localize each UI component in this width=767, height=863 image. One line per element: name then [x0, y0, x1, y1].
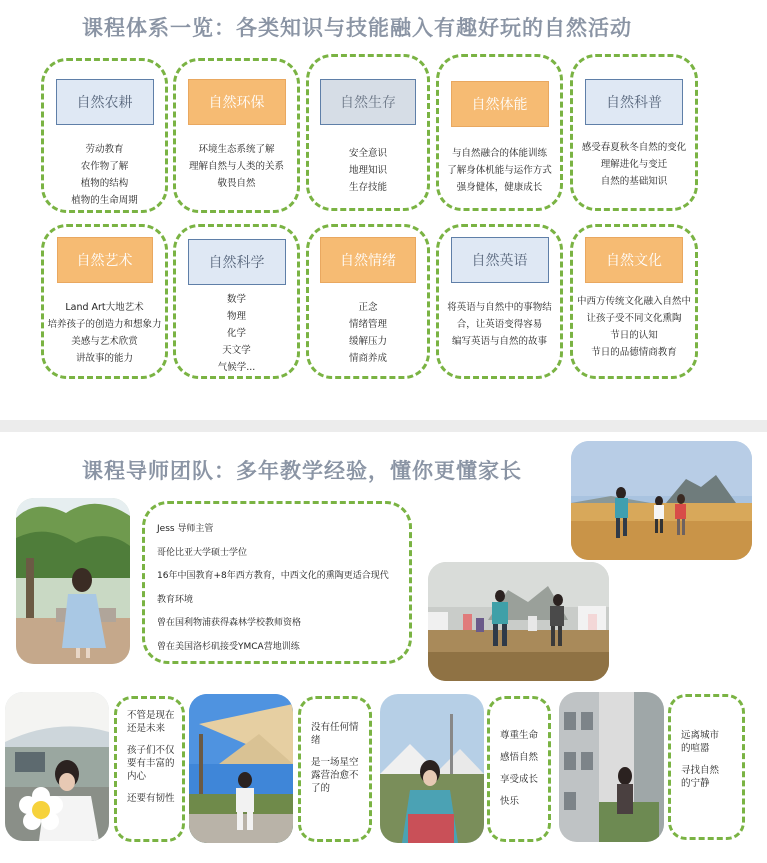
module-card-emotion [306, 224, 430, 379]
quote-card-tranquility: 远离城市 的喧嚣 寻找自然 的宁静 [668, 694, 745, 840]
curriculum-section [0, 0, 767, 420]
mentor-balcony-photo [559, 692, 664, 842]
module-tag: 自然文化 [585, 237, 683, 283]
module-items: Land Art大地艺术 培养孩子的创造力和想象力 美感与艺术欣赏 讲故事的能力 [47, 302, 162, 364]
bio-line: 教育环境 [157, 594, 194, 605]
bio-line: Jess 导师主管 [157, 524, 214, 534]
module-card-fitness [436, 54, 563, 211]
curriculum-title: 课程体系一览：各类知识与技能融入有趣好玩的自然活动 [82, 16, 632, 40]
module-items: 将英语与自然中的事物结 合，让英语变得容易 编写英语与自然的故事 [447, 302, 552, 347]
module-items: 与自然融合的体能训练 了解身体机能与运作方式 强身健体，健康成长 [447, 148, 552, 193]
module-card-science [173, 224, 300, 379]
module-card-art [41, 224, 168, 379]
module-items: 安全意识 地理知识 生存技能 [348, 148, 387, 193]
module-card-farming [41, 58, 168, 213]
module-card-culture [570, 224, 698, 379]
module-tag: 自然体能 [451, 81, 549, 127]
bio-line: 曾在美国洛杉矶接受YMCA营地训练 [157, 641, 300, 652]
module-tag: 自然环保 [188, 79, 286, 125]
kids-running-field-photo [571, 441, 752, 560]
mentor-bio-card [142, 501, 412, 664]
section-separator [0, 420, 767, 432]
mentor-with-flower-balloon-photo [5, 692, 109, 841]
module-card-english [436, 224, 563, 379]
module-tag: 自然情绪 [320, 237, 416, 283]
module-card-environment [173, 58, 300, 213]
quote-card-growth: 尊重生命 感悟自然 享受成长 快乐 [487, 696, 551, 842]
module-tag: 自然艺术 [57, 237, 153, 283]
module-items: 劳动教育 农作物了解 植物的结构 植物的生命周期 [71, 144, 138, 206]
quote-card-resilience: 不管是现在 还是未来 孩子们不仅 要有丰富的 内心 还要有韧性 [114, 696, 185, 842]
module-tag: 自然英语 [451, 237, 549, 283]
module-items: 正念 情绪管理 缓解压力 情商养成 [348, 302, 387, 364]
module-card-science-pop [570, 54, 698, 211]
quote-card-camping: 没有任何情 绪 是一场星空 露营治愈不 了的 [298, 696, 372, 842]
module-tag: 自然科普 [585, 79, 683, 125]
module-tag: 自然科学 [188, 239, 286, 285]
module-tag: 自然农耕 [56, 79, 154, 125]
kids-playing-lawn-photo [428, 562, 609, 681]
bio-line: 曾在国利物浦获得森林学校教师资格 [157, 618, 302, 628]
mentors-title: 课程导师团队：多年教学经验，懂你更懂家长 [82, 459, 522, 483]
bio-line: 哥伦比亚大学硕士学位 [157, 547, 248, 558]
mentor-portrait-tree-photo [16, 498, 130, 664]
module-items: 感受春夏秋冬自然的变化 理解进化与变迁 自然的基础知识 [581, 142, 687, 187]
module-items: 中西方传统文化融入自然中 让孩子受不同文化熏陶 节日的认知 节日的品德情商教育 [576, 296, 691, 358]
mentor-camp-sunset-photo [380, 694, 484, 843]
module-items: 环境生态系统了解 理解自然与人类的关系 敬畏自然 [188, 144, 284, 189]
module-items: 数学 物理 化学 天文学 气候学... [217, 294, 256, 373]
module-tag: 自然生存 [320, 79, 416, 125]
bio-line: 16年中国教育+8年西方教育，中西文化的熏陶更适合现代 [157, 571, 389, 581]
module-card-survival [306, 54, 430, 211]
mentor-at-tent-photo [189, 694, 293, 843]
